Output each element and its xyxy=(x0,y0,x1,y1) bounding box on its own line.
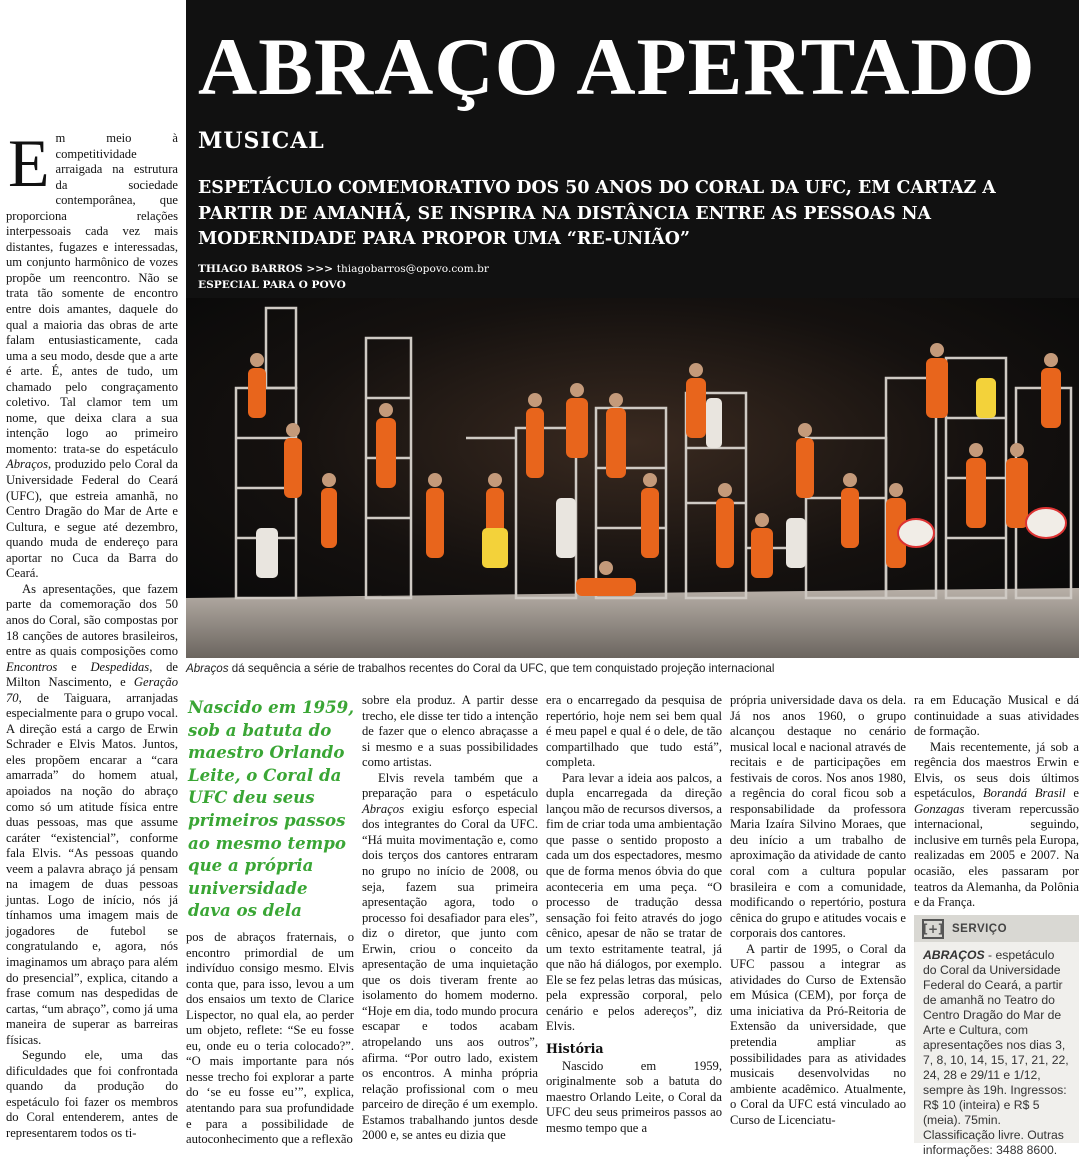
stage-photo xyxy=(186,298,1079,658)
service-title: SERVIÇO xyxy=(952,922,1008,935)
paragraph: Nascido em 1959, originalmente sob a batuta do maestro Orlando Leite, o Coral da UFC deu seus primeiros passos ao mesmo tempo que a xyxy=(546,1058,722,1135)
author-email: thiagobarros@opovo.com.br xyxy=(336,263,489,275)
service-box xyxy=(914,915,1079,1157)
paragraph: Elvis revela também que a preparação para o espetáculo Abraços exigiu esforço especial dos integrantes do Coral da UFC. “Há muita movimentação e, como dois terços dos cantores entraram no grupo no início de 2008, ou seja, fazem sua primeira apresentação agora, todo o processo foi desafiador para eles”, diz o diretor, que junto com Erwin, criou o conceito da apresentação de uma inquietação que os dois tiveram frente ao isolamento do homem moderno. “Hoje em dia, todo mundo procura escapar e todos acabam atropelando uns aos outros”, afirma. “Por outro lado, existem os encontros. A minha própria relação profissional com o meu parceiro de direção é um exemplo. Estamos trabalhando juntos desde 2000 e, se antes eu dizia que xyxy=(362,770,538,1143)
byline xyxy=(198,261,489,293)
paragraph: própria universidade dava os dela. Já nos anos 1960, o grupo alcançou destaque no cenário musical local e nacional através de recitais e de participações em festivais de coros. Nos anos 1980, a regência do coral ficou sob a responsabilidade da professora Maria Izaíra Silvino Moraes, que deu início a um trabalho de aproximação da atividade de canto coral com a cultura popular brasileira e com a comunidade, modificando o repertório, postura cênica do grupo e atitudes vocais e corporais dos cantores. xyxy=(730,693,906,941)
plus-icon: [+] xyxy=(922,919,944,939)
article-header xyxy=(186,0,1079,658)
section-subtitle: História xyxy=(546,1041,604,1057)
body-column-2 xyxy=(186,930,354,1148)
body-column-3 xyxy=(362,693,538,1144)
paragraph: A partir de 1995, o Coral da UFC passou a integrar as atividades do Curso de Extensão em Música (CEM), por força de uma iniciativa da Pró-Reitoria de Extensão da universidade, que pretendia ampliar as possibilidades para as atividades musicais desenvolvidas no ambiente acadêmico. Atualmente, o Coral da UFC está vinculado ao Curso de Licenciatu- xyxy=(730,941,906,1127)
body-column-6 xyxy=(914,693,1079,911)
section-kicker: MUSICAL xyxy=(198,128,325,154)
paragraph: Segundo ele, uma das dificuldades que foi confrontada quando da produção do espetáculo foi fazer os membros do Coral entenderem, antes de representarem todos os ti- xyxy=(6,1048,178,1140)
body-column-5 xyxy=(730,693,906,1128)
paragraph: As apresentações, que fazem parte da comemoração dos 50 anos do Coral, são compostas por 18 canções de autores brasileiros, entre as quais composições como Encontros e Despedidas, de Milton Nascimento, e Geração 70, de Taiguara, arranjadas especialmente para o grupo vocal. A direção está a cargo de Erwin Schrader e Elvis Matos. Juntos, eles propõem encarar a “cara amarrada” do homem atual, apoiados na noção do abraço como só um atitude física entre duas pessoas, mas que assume caráter “existencial”, conforme fala Elvis. “As pessoas quando veem a palavra abraço já pensam na imagem de duas pessoas juntas. Logo de início, nós já tínhamos uma imagem mais de jogadores de futebol se congratulando e, agora, nós imaginamos um abraço para além do presencial”, explica, citando a frase comum nas despedidas de cartas, “um abraço”, como já uma maneira de superar as barreiras físicas. xyxy=(6,581,179,1047)
headline: ABRAÇO APERTADO xyxy=(198,21,1036,112)
author-role: ESPECIAL PARA O POVO xyxy=(198,279,346,291)
paragraph: pos de abraços fraternais, o encontro primordial de um indivíduo consigo mesmo. Elvis conta que, para isso, levou a um dos ensaios um texto de Clarice Lispector, no qual ela, ao perder um objeto, reflete: “Se eu fosse eu, onde eu o teria colocado?”. “O mais importante para nós nesse trecho foi explorar a parte do ‘se eu fosse eu’”, explica, atentando para sua profundidade e para a possibilidade de autoconhecimento que a reflexão xyxy=(186,930,354,1147)
lead-paragraph: Em meio à competitividade arraigada na estrutura da sociedade contemporânea, que proporciona relações interpessoais cada vez mais distantes, fugazes e interessadas, um conjunto harmônico de vozes propõe um reencontro. Não se trata tão somente de encontro entre dois amantes, daquele do qual a maioria das obras de arte falam entusiasticamente, cada uma a seu modo, desde que a arte é arte. É, antes de tudo, um chamado pelo congraçamento coletivo. Tal clamor tem um nome, que deixa clara a sua intenção logo ao primeiro momento: trata-se do espetáculo Abraços, produzido pelo Coral da Universidade Federal do Ceará (UFC), que estreia amanhã, no Centro Dragão do Mar de Arte e Cultura, e segue até dezembro, quando muda de endereço para aportar no Cuca da Barra do Ceará. xyxy=(6,125,178,581)
subheadline: ESPETÁCULO COMEMORATIVO DOS 50 ANOS DO CORAL DA UFC, EM CARTAZ A PARTIR DE AMANHÃ, SE INSPIRA NA DISTÂNCIA ENTRE AS PESSOAS NA MODERNIDADE PARA PROPOR UMA “RE-UNIÃO” xyxy=(198,178,996,249)
paragraph: Mais recentemente, já sob a regência dos maestros Erwin e Elvis, os seus dois últimos espetáculos, Borandá Brasil e Gonzagas tiveram repercussão internacional, seguindo, inclusive em turnês pela Europa, realizadas em 2005 e 2007. Na ocasião, eles passaram por teatros da Alemanha, da Polônia e da França. xyxy=(914,739,1079,910)
body-column-4 xyxy=(546,693,722,1136)
paragraph: Para levar a ideia aos palcos, a dupla encarregada da direção lançou mão de recursos diversos, a fim de criar toda uma ambientação que passe o sentido proposto a cada um dos espectadores, mesmo que de forma menos óbvia do que aconteceria em uma peça. “O processo de tradução dessa sensação foi feito através do jogo cênico, apesar de não se tratar de um texto estritamente teatral, já que não há diálogos, por exemplo. Ele se fez pelas letras das músicas, pela expressão corporal, pelo cenário e pelos adereços”, diz Elvis. xyxy=(546,770,722,1034)
pull-quote: Nascido em 1959, sob a batuta do maestro Orlando Leite, o Coral da UFC deu seus primeiros passos ao mesmo tempo que a própria universidade dava os dela xyxy=(188,697,354,921)
left-column xyxy=(6,125,179,1142)
dropcap: E xyxy=(8,125,50,201)
author-name: THIAGO BARROS >>> xyxy=(198,263,337,275)
service-header xyxy=(914,915,1079,942)
service-info: ABRAÇOS - espetáculo do Coral da Universidade Federal do Ceará, a partir de amanhã no Teatro do Centro Dragão do Mar de Arte e Cultura, com apresentações nos dias 3, 7, 8, 10, 14, 15, 17, 21, 22, 24, 28 e 29/11 e 1/12, sempre às 19h. Ingressos: R$ 10 (inteira) e R$ 5 (meia). 75min. Classificação livre. Outras informações: 3488 8600. xyxy=(923,948,1069,1157)
paragraph: ra em Educação Musical e dá continuidade a suas atividades de formação. xyxy=(914,693,1079,739)
show-name: ABRAÇOS xyxy=(923,948,985,962)
photo-caption: Abraços dá sequência a série de trabalhos recentes do Coral da UFC, que tem conquistado projeção internacional xyxy=(186,662,775,675)
paragraph: sobre ela produz. A partir desse trecho, ele disse ter tido a intenção de fazer que o elenco abraçasse a si mesmo e a suas possibilidades como artistas. xyxy=(362,693,538,770)
paragraph: era o encarregado da pesquisa de repertório, hoje nem sei bem qual é meu papel e qual é o dele, de tão compartilhado que tudo está”, completa. xyxy=(546,693,722,770)
